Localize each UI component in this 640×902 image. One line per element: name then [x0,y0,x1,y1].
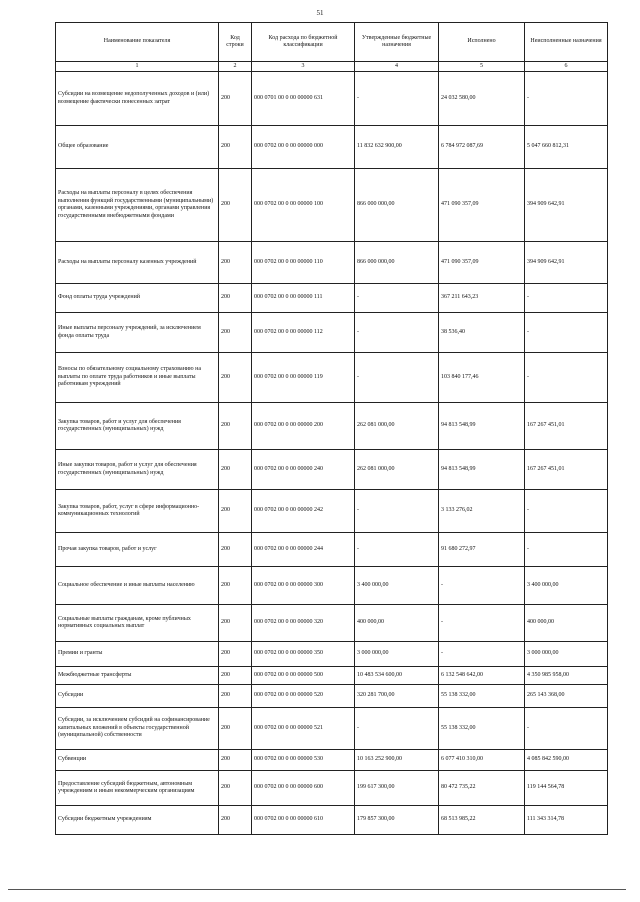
table-row [56,353,608,403]
row-line-code: 200 [219,313,252,353]
row-executed: 68 513 985,22 [439,806,525,835]
row-budget-code: 000 0702 00 0 00 00000 100 [252,169,355,242]
row-line-code: 200 [219,284,252,313]
row-name: Предоставление субсидий бюджетным, автономным учреждениям и иным некоммерческим организациям [56,771,219,806]
row-executed: 471 090 357,09 [439,242,525,284]
row-approved: 3 400 000,00 [355,567,439,605]
row-line-code: 200 [219,642,252,667]
row-unexecuted: - [525,353,608,403]
row-name: Субсидии на возмещение недополученных доходов и (или) возмещение фактически понесенных затрат [56,72,219,126]
row-budget-code: 000 0702 00 0 00 00000 000 [252,126,355,169]
row-line-code: 200 [219,567,252,605]
row-name: Социальное обеспечение и иные выплаты населению [56,567,219,605]
row-line-code: 200 [219,353,252,403]
row-budget-code: 000 0701 00 0 00 00000 631 [252,72,355,126]
row-approved: - [355,708,439,750]
col-header-line-code: Код строки [219,23,252,62]
table-row [56,72,608,126]
col-number: 2 [219,62,252,72]
row-approved: 320 281 700,00 [355,685,439,708]
row-name: Субвенции [56,750,219,771]
row-budget-code: 000 0702 00 0 00 00000 244 [252,533,355,567]
row-unexecuted: - [525,533,608,567]
row-name: Расходы на выплаты персоналу в целях обеспечения выполнения функций государственными (муниципальными) органами, казенными учреждениями, органами управления государственными внебюджетными фондами [56,169,219,242]
row-approved: 11 832 632 900,00 [355,126,439,169]
row-unexecuted: - [525,708,608,750]
row-executed: 103 840 177,46 [439,353,525,403]
table-row [56,567,608,605]
row-budget-code: 000 0702 00 0 00 00000 500 [252,667,355,685]
row-approved: - [355,72,439,126]
table-row [56,126,608,169]
row-approved: - [355,353,439,403]
row-approved: - [355,490,439,533]
table-row [56,533,608,567]
row-executed: - [439,642,525,667]
row-name: Расходы на выплаты персоналу казенных учреждений [56,242,219,284]
row-line-code: 200 [219,242,252,284]
page-bottom-rule [8,889,626,890]
row-budget-code: 000 0702 00 0 00 00000 610 [252,806,355,835]
row-approved: - [355,313,439,353]
row-executed: 6 132 548 642,00 [439,667,525,685]
row-line-code: 200 [219,605,252,642]
row-name: Социальные выплаты гражданам, кроме публичных нормативных социальных выплат [56,605,219,642]
row-approved: 262 081 000,00 [355,403,439,450]
row-approved: 866 000 000,00 [355,169,439,242]
row-name: Фонд оплаты труда учреждений [56,284,219,313]
row-line-code: 200 [219,750,252,771]
row-budget-code: 000 0702 00 0 00 00000 240 [252,450,355,490]
row-budget-code: 000 0702 00 0 00 00000 200 [252,403,355,450]
row-name: Субсидии, за исключением субсидий на софинансирование капитальных вложений в объекты государственной (муниципальной) собственности [56,708,219,750]
row-approved: 400 000,00 [355,605,439,642]
col-header-budget-code: Код расхода по бюджетной классификации [252,23,355,62]
row-name: Закупка товаров, работ и услуг для обеспечения государственных (муниципальных) нужд [56,403,219,450]
header-row [56,23,608,62]
row-unexecuted: 4 085 842 590,00 [525,750,608,771]
row-unexecuted: 265 143 368,00 [525,685,608,708]
row-budget-code: 000 0702 00 0 00 00000 600 [252,771,355,806]
row-line-code: 200 [219,126,252,169]
table-row [56,169,608,242]
table-row [56,605,608,642]
row-line-code: 200 [219,533,252,567]
table-row [56,242,608,284]
table-row [56,642,608,667]
row-unexecuted: - [525,313,608,353]
row-executed: 471 090 357,09 [439,169,525,242]
row-unexecuted: 394 909 642,91 [525,169,608,242]
row-executed: 55 138 332,00 [439,708,525,750]
row-executed: 55 138 332,00 [439,685,525,708]
col-number: 6 [525,62,608,72]
col-number: 4 [355,62,439,72]
row-executed: 38 536,40 [439,313,525,353]
row-line-code: 200 [219,708,252,750]
row-budget-code: 000 0702 00 0 00 00000 350 [252,642,355,667]
row-name: Премии и гранты [56,642,219,667]
row-unexecuted: - [525,72,608,126]
budget-execution-table [55,22,608,835]
row-unexecuted: 111 343 314,78 [525,806,608,835]
row-unexecuted: - [525,284,608,313]
table-row [56,450,608,490]
row-budget-code: 000 0702 00 0 00 00000 520 [252,685,355,708]
row-budget-code: 000 0702 00 0 00 00000 530 [252,750,355,771]
row-unexecuted: 3 400 000,00 [525,567,608,605]
row-executed: - [439,567,525,605]
row-budget-code: 000 0702 00 0 00 00000 521 [252,708,355,750]
row-line-code: 200 [219,806,252,835]
table-row [56,403,608,450]
row-approved: - [355,284,439,313]
row-executed: 6 784 972 087,69 [439,126,525,169]
row-unexecuted: 167 267 451,01 [525,450,608,490]
row-approved: 199 617 300,00 [355,771,439,806]
row-line-code: 200 [219,72,252,126]
row-line-code: 200 [219,771,252,806]
row-approved: 179 857 300,00 [355,806,439,835]
row-name: Прочая закупка товаров, работ и услуг [56,533,219,567]
row-line-code: 200 [219,450,252,490]
row-executed: 94 813 548,99 [439,403,525,450]
row-name: Межбюджетные трансферты [56,667,219,685]
table-row [56,771,608,806]
row-unexecuted: - [525,490,608,533]
row-executed: 94 813 548,99 [439,450,525,490]
col-number: 5 [439,62,525,72]
table-row [56,708,608,750]
row-executed: 80 472 735,22 [439,771,525,806]
row-line-code: 200 [219,403,252,450]
row-line-code: 200 [219,490,252,533]
row-name: Общее образование [56,126,219,169]
row-executed: 91 680 272,97 [439,533,525,567]
row-line-code: 200 [219,685,252,708]
row-executed: 3 133 276,02 [439,490,525,533]
row-approved: 262 081 000,00 [355,450,439,490]
row-unexecuted: 5 047 660 812,31 [525,126,608,169]
row-name: Иные закупки товаров, работ и услуг для обеспечения государственных (муниципальных) нужд [56,450,219,490]
row-approved: 10 163 252 900,00 [355,750,439,771]
table-row [56,667,608,685]
row-name: Взносы по обязательному социальному страхованию на выплаты по оплате труда работников и иные выплаты работникам учреждений [56,353,219,403]
table-row [56,750,608,771]
row-approved: 3 000 000,00 [355,642,439,667]
col-header-name: Наименование показателя [56,23,219,62]
table-row [56,313,608,353]
row-budget-code: 000 0702 00 0 00 00000 242 [252,490,355,533]
col-header-approved: Утвержденные бюджетные назначения [355,23,439,62]
row-name: Субсидии бюджетным учреждениям [56,806,219,835]
row-approved: - [355,533,439,567]
row-executed: - [439,605,525,642]
row-budget-code: 000 0702 00 0 00 00000 320 [252,605,355,642]
row-budget-code: 000 0702 00 0 00 00000 119 [252,353,355,403]
table-row [56,806,608,835]
row-unexecuted: 119 144 564,78 [525,771,608,806]
row-line-code: 200 [219,169,252,242]
table-row [56,685,608,708]
table-row [56,284,608,313]
page-number: 51 [316,9,324,17]
table-row [56,490,608,533]
row-unexecuted: 400 000,00 [525,605,608,642]
row-name: Иные выплаты персоналу учреждений, за исключением фонда оплаты труда [56,313,219,353]
row-budget-code: 000 0702 00 0 00 00000 112 [252,313,355,353]
row-unexecuted: 3 000 000,00 [525,642,608,667]
row-name: Закупка товаров, работ, услуг в сфере информационно-коммуникационных технологий [56,490,219,533]
col-header-unexecuted: Неисполненные назначения [525,23,608,62]
column-number-row [56,62,608,72]
row-executed: 367 211 643,23 [439,284,525,313]
col-number: 3 [252,62,355,72]
col-header-executed: Исполнено [439,23,525,62]
row-budget-code: 000 0702 00 0 00 00000 111 [252,284,355,313]
row-budget-code: 000 0702 00 0 00 00000 300 [252,567,355,605]
row-executed: 6 077 410 310,00 [439,750,525,771]
row-unexecuted: 394 909 642,91 [525,242,608,284]
row-approved: 866 000 000,00 [355,242,439,284]
row-approved: 10 483 534 600,00 [355,667,439,685]
col-number: 1 [56,62,219,72]
row-name: Субсидии [56,685,219,708]
row-budget-code: 000 0702 00 0 00 00000 110 [252,242,355,284]
row-line-code: 200 [219,667,252,685]
row-unexecuted: 4 350 985 958,00 [525,667,608,685]
row-unexecuted: 167 267 451,01 [525,403,608,450]
row-executed: 24 032 580,00 [439,72,525,126]
